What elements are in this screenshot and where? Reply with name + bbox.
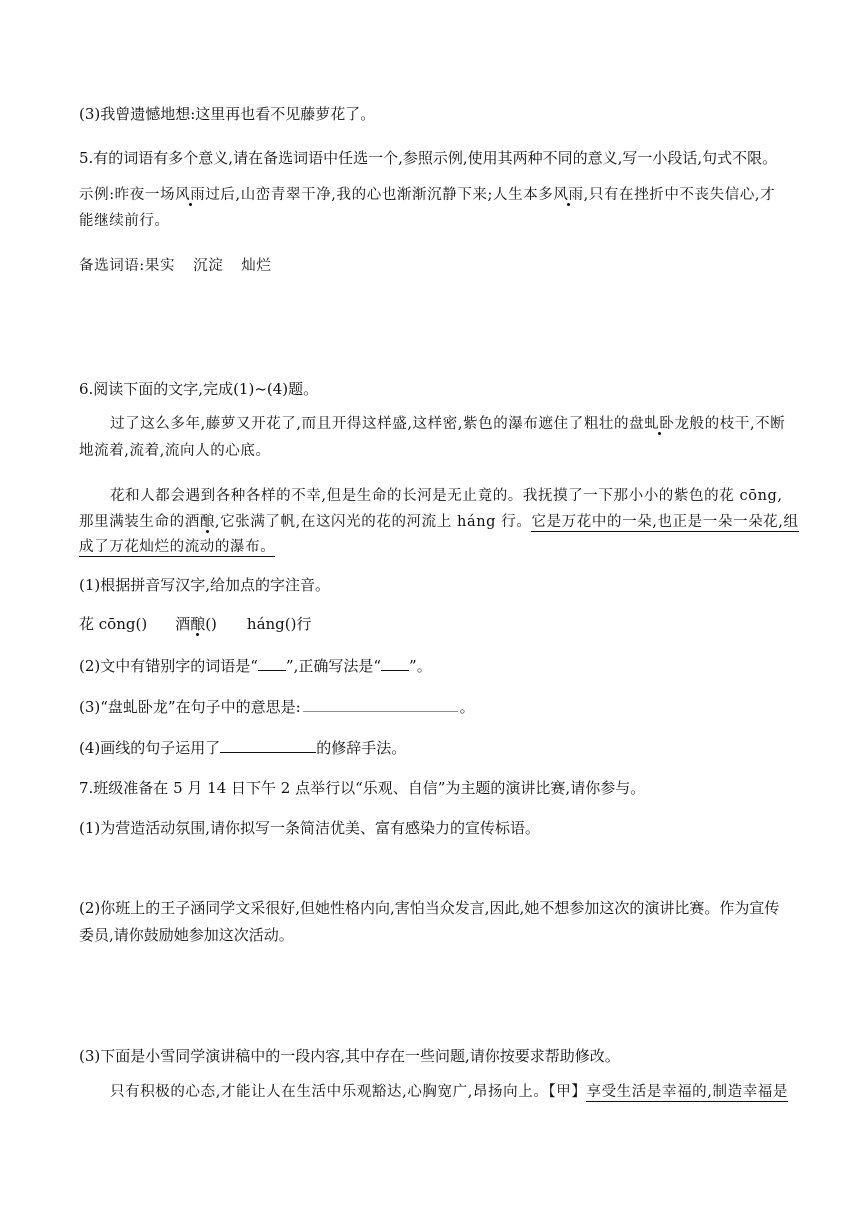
option-word: 灿烂 (241, 258, 272, 274)
question-6-1-items: 花 cōng() 酒酿() háng()行 (79, 615, 312, 633)
question-7-2: (2)你班上的王子涵同学文采很好,但她性格内向,害怕当众发言,因此,她不想参加这次的演讲比赛。作为宣传 (79, 899, 780, 917)
question-4-part-3: (3)我曾遗憾地想:这里再也看不见藤萝花了。 (79, 105, 376, 123)
question-5-title: 5.有的词语有多个意义,请在备选词语中任选一个,参照示例,使用其两种不同的意义,写一小段话,句式不限。 (79, 149, 778, 167)
question-7-2-line2: 委员,请你鼓励她参加这次活动。 (79, 926, 294, 944)
answer-blank[interactable] (220, 738, 316, 753)
answer-blank[interactable] (381, 656, 409, 671)
passage-paragraph-2-line2: 那里满装生命的酒酿,它张满了帆,在这闪光的花的河流上 háng 行。它是万花中的一朵,也正是一朵一朵花,组 (79, 514, 799, 530)
underlined-sentence: 成了万花灿烂的流动的瀑布。 (79, 539, 276, 555)
question-6-2: (2)文中有错别字的词语是“ ”,正确写法是“ ”。 (79, 657, 432, 675)
question-6-1: (1)根据拼音写汉字,给加点的字注音。 (79, 576, 331, 594)
dotted-char: 酿 (199, 514, 215, 530)
passage-paragraph-1-line2: 地流着,流着,流向人的心底。 (79, 443, 271, 459)
underlined-sentence: 它是万花中的一朵,也正是一朵一朵花,组 (531, 514, 799, 530)
question-7-3: (3)下面是小雪同学演讲稿中的一段内容,其中存在一些问题,请你按要求帮助修改。 (79, 1047, 620, 1065)
question-5-options: 备选词语:果实 沉淀 灿烂 (79, 258, 272, 274)
speech-passage: 只有积极的心态,才能让人在生活中乐观豁达,心胸宽广,昂扬向上。【甲】享受生活是幸福的,制造幸福是 (110, 1084, 788, 1100)
option-word: 果实 (144, 258, 176, 274)
question-7-title: 7.班级准备在 5 月 14 日下午 2 点举行以“乐观、自信”为主题的演讲比赛,请你参与。 (79, 779, 646, 797)
answer-blank[interactable] (303, 697, 458, 712)
question-5-example: 示例:昨夜一场风雨过后,山峦青翠干净,我的心也渐渐沉静下来;人生本多风雨,只有在挫折中不丧失信心,才 (79, 187, 776, 203)
dotted-word: 风雨 (175, 187, 206, 203)
question-6-3: (3)“盘虬卧龙”在句子中的意思是: 。 (79, 698, 475, 716)
passage-paragraph-2: 花和人都会遇到各种各样的不幸,但是生命的长河是无止竟的。我抚摸了一下那小小的紫色的花 cōng, (110, 488, 783, 504)
underlined-sentence: 享受生活是幸福的,制造幸福是 (586, 1084, 788, 1100)
question-6-4: (4)画线的句子运用了 的修辞手法。 (79, 739, 407, 757)
passage-paragraph-2-line3 (79, 537, 275, 557)
passage-paragraph-1: 过了这么多年,藤萝又开花了,而且开得这样盛,这样密,紫色的瀑布遮住了粗壮的盘虬卧龙般的枝干,不断 (110, 416, 786, 432)
question-7-1: (1)为营造活动氛围,请你拟写一条简洁优美、富有感染力的宣传标语。 (79, 819, 541, 837)
question-5-example-line2: 能继续前行。 (79, 213, 170, 229)
option-word: 沉淀 (193, 258, 224, 274)
question-6-title: 6.阅读下面的文字,完成(1)~(4)题。 (79, 380, 319, 398)
dotted-word: 风雨 (553, 187, 584, 203)
dotted-word: 盘虬卧龙 (629, 416, 690, 432)
answer-blank[interactable] (258, 656, 286, 671)
